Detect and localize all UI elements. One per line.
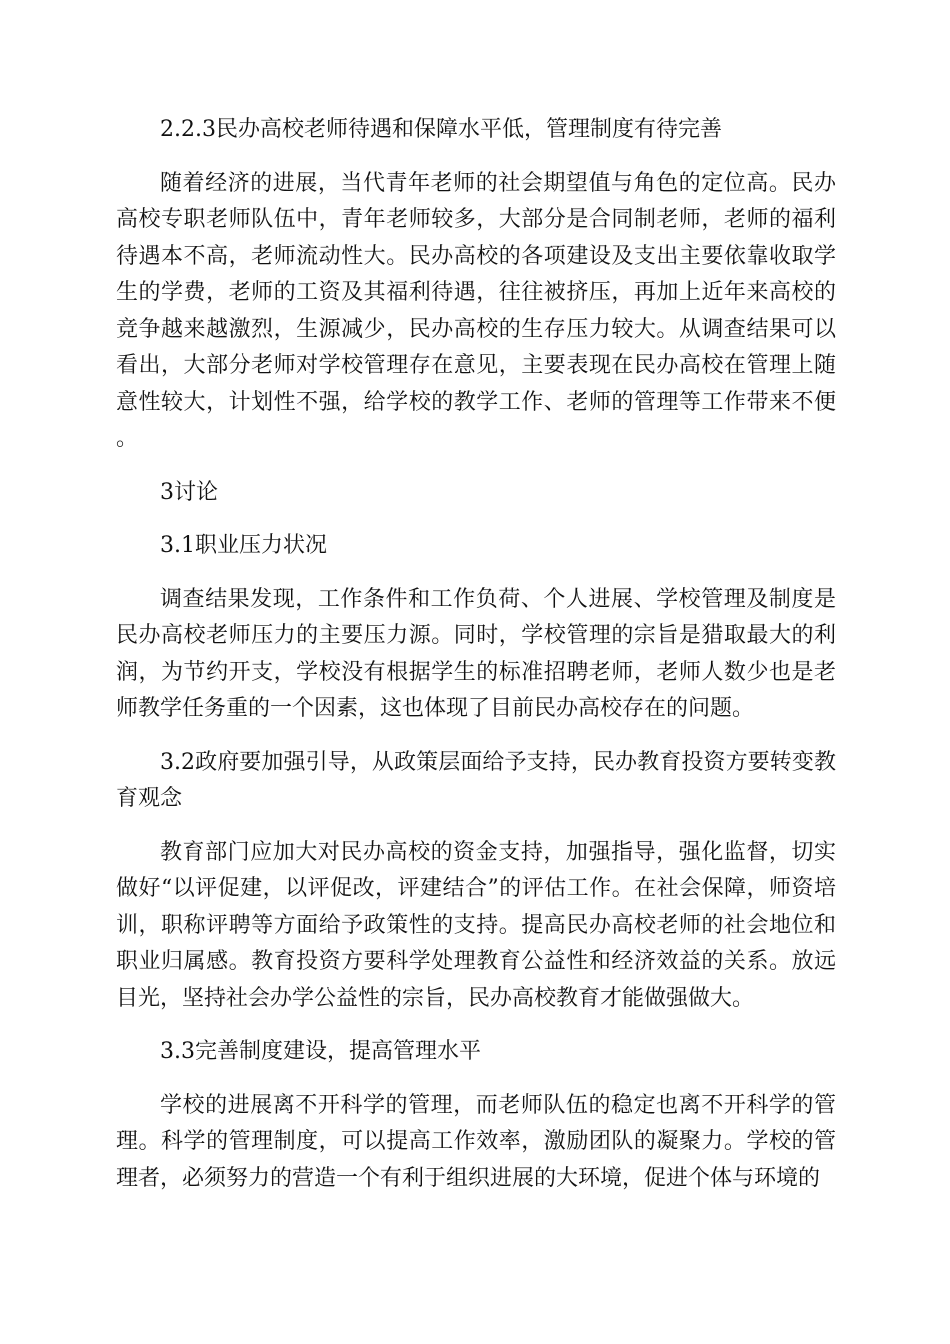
section-heading-3-3: 3.3完善制度建设，提高管理水平 <box>160 1039 481 1064</box>
paragraph-3-2: 教育部门应加大对民办高校的资金支持，加强指导，强化监督，切实做好“以评促建，以评促改，评建结合”的评估工作。在社会保障，师资培训，职称评聘等方面给予政策性的支持。提高民办高校老师的社会地位和职业归属感。教育投资方要科学处理教育公益性和经济效益的关系。放远目光，坚持社会办学公益性的宗旨，民办高校教育才能做强做大。 <box>116 839 836 1011</box>
document-page <box>116 112 836 1214</box>
section-heading-3: 3讨论 <box>160 479 218 505</box>
paragraph-2-2-3: 随着经济的进展，当代青年老师的社会期望值与角色的定位高。民办高校专职老师队伍中，青年老师较多，大部分是合同制老师，老师的福利待遇本不高，老师流动性大。民办高校的各项建设及支出主要依靠收取学生的学费，老师的工资及其福利待遇，往往被挤压，再加上近年来高校的竞争越来越激烈，生源减少，民办高校的生存压力较大。从调查结果可以看出，大部分老师对学校管理存在意见，主要表现在民办高校在管理上随意性较大，计划性不强，给学校的教学工作、老师的管理等工作带来不便。 <box>116 170 836 451</box>
section-heading-3-1: 3.1职业压力状况 <box>160 533 327 558</box>
section-heading-3-2: 3.2政府要加强引导，从政策层面给予支持，民办教育投资方要转变教育观念 <box>116 749 836 811</box>
paragraph-3-1: 调查结果发现，工作条件和工作负荷、个人进展、学校管理及制度是民办高校老师压力的主要压力源。同时，学校管理的宗旨是猎取最大的利润，为节约开支，学校没有根据学生的标准招聘老师，老师人数少也是老师教学任务重的一个因素，这也体现了目前民办高校存在的问题。 <box>116 586 836 721</box>
section-heading-2-2-3: 2.2.3民办高校老师待遇和保障水平低，管理制度有待完善 <box>160 117 722 142</box>
paragraph-3-3: 学校的进展离不开科学的管理，而老师队伍的稳定也离不开科学的管理。科学的管理制度，可以提高工作效率，激励团队的凝聚力。学校的管理者，必须努力的营造一个有利于组织进展的大环境，促进个体与环境的 <box>116 1092 836 1191</box>
